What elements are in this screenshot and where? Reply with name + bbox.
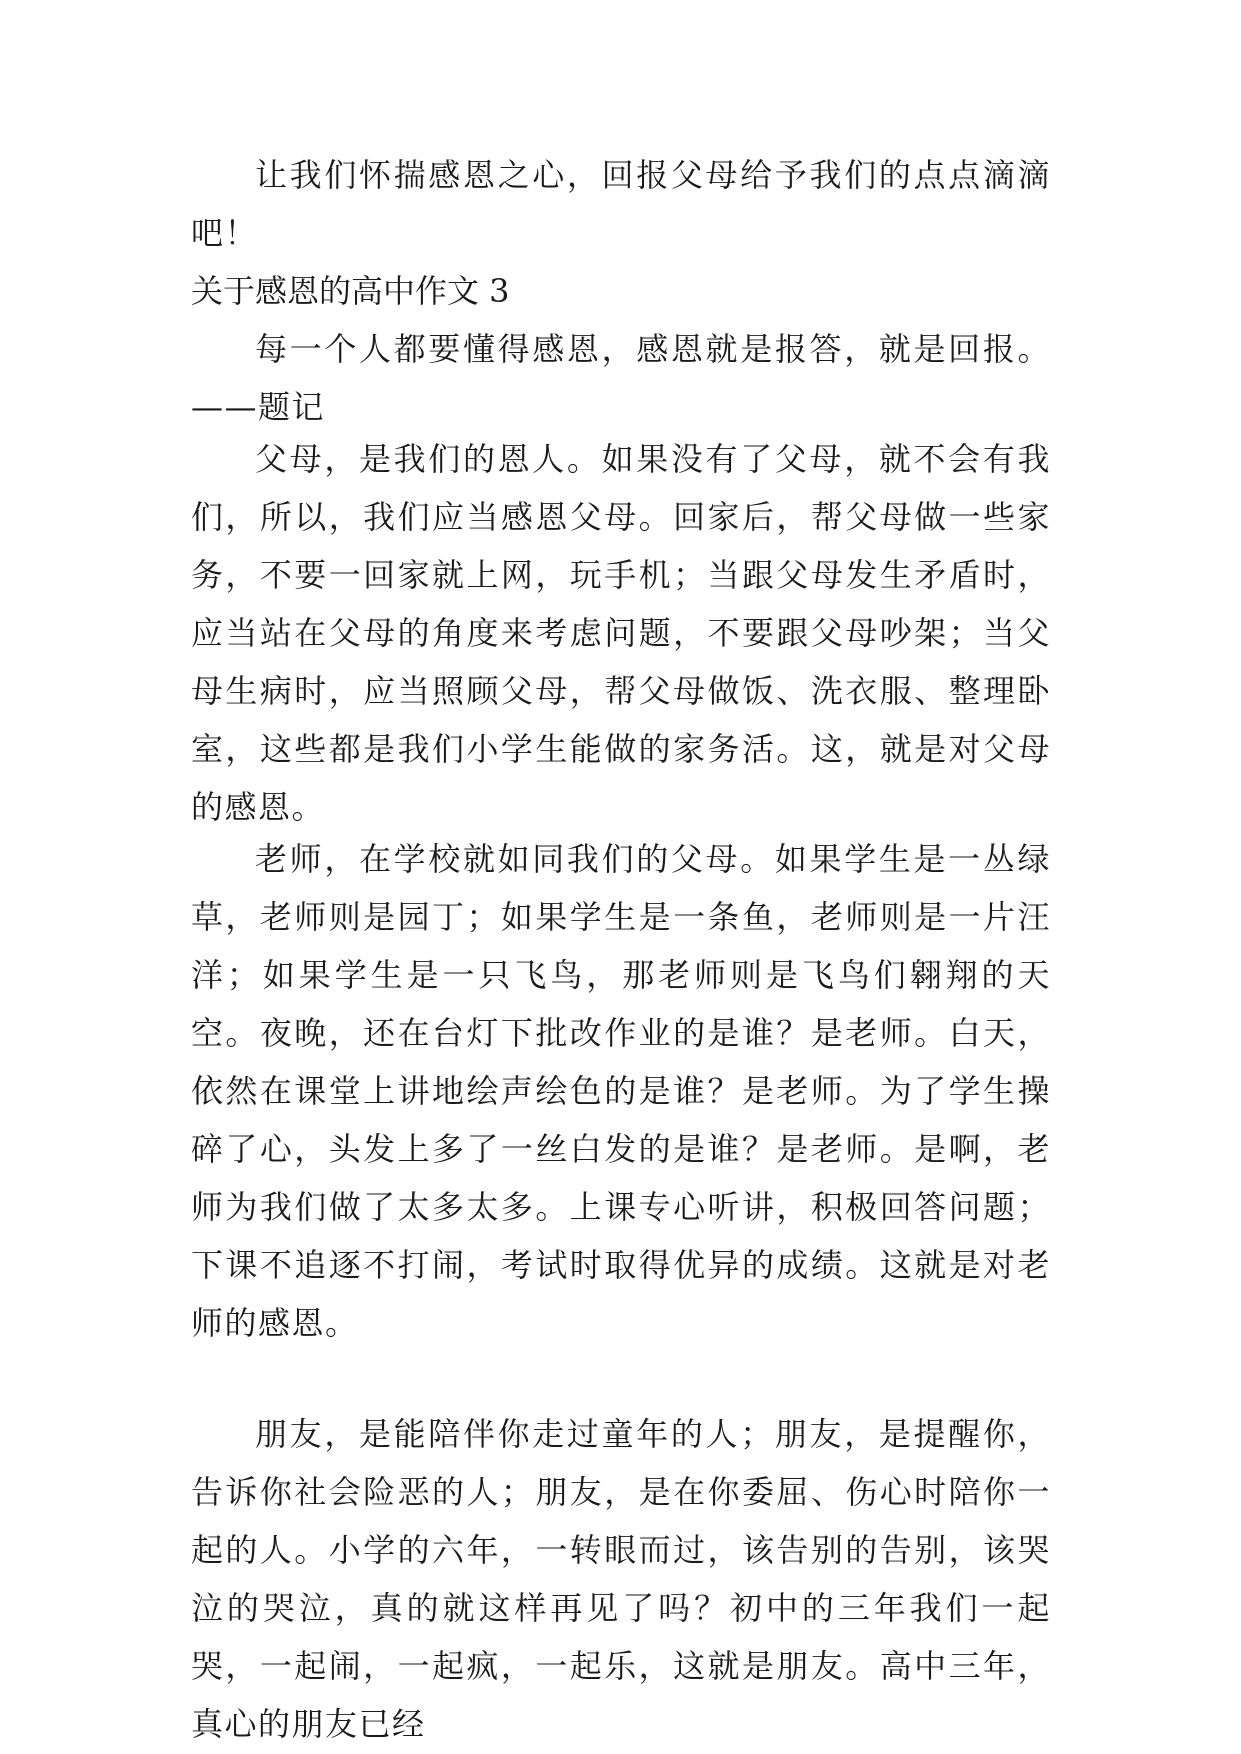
closing-paragraph: 让我们怀揣感恩之心，回报父母给予我们的点点滴滴吧！ xyxy=(191,156,1051,252)
epigraph: 每一个人都要懂得感恩，感恩就是报答，就是回报。——题记 xyxy=(191,330,1051,426)
paragraph-teachers: 老师，在学校就如同我们的父母。如果学生是一丛绿草，老师则是园丁；如果学生是一条鱼，老师则是一片汪洋；如果学生是一只飞鸟，那老师则是飞鸟们翱翔的天空。夜晚，还在台灯下批改作业的是谁？是老师。白天，依然在课堂上讲地绘声绘色的是谁？是老师。为了学生操碎了心，头发上多了一丝白发的是谁？是老师。是啊，老师为我们做了太多太多。上课专心听讲，积极回答问题；下课不追逐不打闹，考试时取得优异的成绩。这就是对老师的感恩。 xyxy=(191,840,1051,1342)
section-title: 关于感恩的高中作文 3 xyxy=(191,272,510,310)
paragraph-parents: 父母，是我们的恩人。如果没有了父母，就不会有我们，所以，我们应当感恩父母。回家后，帮父母做一些家务，不要一回家就上网，玩手机；当跟父母发生矛盾时，应当站在父母的角度来考虑问题，不要跟父母吵架；当父母生病时，应当照顾父母，帮父母做饭、洗衣服、整理卧室，这些都是我们小学生能做的家务活。这，就是对父母的感恩。 xyxy=(191,440,1051,826)
paragraph-friends: 朋友，是能陪伴你走过童年的人；朋友，是提醒你，告诉你社会险恶的人；朋友，是在你委屈、伤心时陪你一起的人。小学的六年，一转眼而过，该告别的告别，该哭泣的哭泣，真的就这样再见了吗？初中的三年我们一起哭，一起闹，一起疯，一起乐，这就是朋友。高中三年，真心的朋友已经 xyxy=(191,1415,1051,1743)
